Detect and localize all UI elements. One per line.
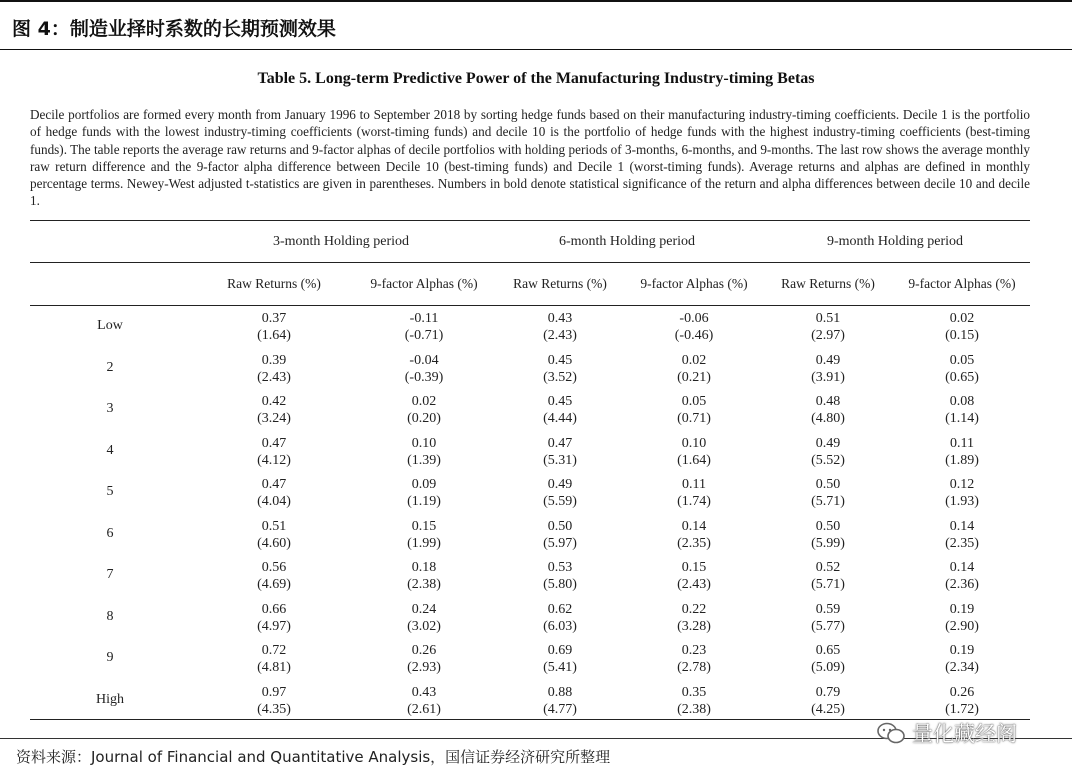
cell-tstat: (0.71) [677,411,711,426]
cell-tstat: (5.59) [543,494,577,509]
cell-tstat: (-0.71) [404,328,444,343]
cell-tstat: (2.61) [407,701,441,717]
table-cell [204,559,344,593]
group-header-1: 3-month Holding period [272,234,410,249]
cell-value: 0.12 [949,477,975,492]
chat-bubble-icon [876,721,906,745]
table-cell [892,642,1032,676]
cell-tstat: (2.38) [677,701,711,717]
table-cell [624,642,764,676]
table-cell [354,310,494,344]
table-cell [490,393,630,427]
table-top-rule [30,220,1030,221]
cell-tstat: (3.52) [543,369,577,385]
cell-tstat: (1.74) [677,494,711,509]
cell-value: 0.11 [682,477,706,492]
table-cell [624,310,764,344]
cell-value: 0.26 [411,643,437,658]
cell-tstat: (2.78) [677,660,711,675]
table-cell [758,393,898,427]
cell-tstat: (2.35) [945,535,979,551]
table-cell [204,352,344,386]
cell-value: 0.49 [815,435,841,451]
table-cell [490,476,630,510]
row-label: 4 [106,442,114,458]
cell-value: 0.10 [681,435,707,451]
cell-value: 0.02 [949,311,975,326]
cell-tstat: (4.69) [257,577,291,592]
figure-title: 图 4：制造业择时系数的长期预测效果 [12,18,336,40]
cell-value: 0.02 [411,394,437,409]
table-cell [758,435,898,469]
table-cell [354,518,494,552]
cell-value: 0.24 [411,601,437,617]
cell-value: 0.69 [547,643,573,658]
table-cell [892,310,1032,344]
figure-title-bar [0,0,1072,50]
cell-tstat: (4.04) [257,494,291,509]
table-cell [490,435,630,469]
cell-value: 0.72 [261,643,287,658]
table-cell [204,601,344,635]
table-cell [892,518,1032,552]
table-cell [354,684,494,718]
table-cell [892,684,1032,718]
table-cell [624,559,764,593]
cell-tstat: (2.97) [811,328,845,343]
cell-value: 0.19 [949,643,975,658]
cell-value: 0.79 [815,684,841,700]
row-label: 8 [106,608,114,624]
cell-value: 0.22 [681,601,707,617]
group-header-2: 6-month Holding period [558,234,696,249]
column-header-2: 9-factor Alphas (%) [370,276,478,291]
cell-value: 0.52 [815,560,841,575]
watermark [876,718,1017,748]
row-label: 3 [106,401,114,416]
cell-tstat: (2.43) [677,577,711,592]
group-header-rule [30,262,1030,263]
table-cell [490,684,630,718]
cell-tstat: (1.72) [945,701,979,717]
cell-value: 0.05 [949,352,975,368]
cell-tstat: (5.31) [543,452,577,468]
cell-value: 0.42 [261,394,287,409]
table-cell [490,310,630,344]
cell-value: 0.18 [411,560,437,575]
cell-value: 0.14 [949,560,975,575]
cell-tstat: (5.77) [811,618,845,634]
cell-tstat: (4.25) [811,701,845,717]
table-cell [354,435,494,469]
cell-tstat: (4.97) [257,618,291,634]
cell-tstat: (2.35) [677,535,711,551]
table-cell [354,601,494,635]
cell-tstat: (2.43) [543,328,577,343]
cell-value: 0.56 [261,560,287,575]
cell-tstat: (2.36) [945,577,979,592]
cell-tstat: (0.15) [945,328,979,343]
table-cell [758,518,898,552]
cell-tstat: (1.93) [945,494,979,509]
table-cell [354,352,494,386]
row-label: 2 [106,359,114,375]
table-cell [758,476,898,510]
table-cell [204,393,344,427]
cell-value: 0.15 [681,560,707,575]
cell-value: 0.50 [815,477,841,492]
table-cell [758,310,898,344]
group-header-3: 9-month Holding period [826,234,964,249]
cell-tstat: (2.38) [407,577,441,592]
cell-tstat: (1.99) [407,535,441,551]
cell-value: 0.50 [547,518,573,534]
cell-value: 0.26 [949,684,975,700]
cell-tstat: (6.03) [543,618,577,634]
cell-value: 0.08 [949,394,975,409]
cell-value: 0.15 [411,518,437,534]
cell-tstat: (-0.39) [404,369,444,385]
cell-value: 0.51 [815,311,841,326]
cell-value: 0.35 [681,684,707,700]
cell-value: 0.97 [261,684,287,700]
cell-value: 0.47 [547,435,573,451]
cell-tstat: (4.80) [811,411,845,426]
table-cell [892,393,1032,427]
table-cell [354,476,494,510]
column-header-6: 9-factor Alphas (%) [908,276,1016,291]
cell-tstat: (5.41) [543,660,577,675]
column-header-rule [30,305,1030,306]
table-cell [624,476,764,510]
cell-tstat: (4.77) [543,701,577,717]
row-label: 6 [106,525,114,541]
cell-tstat: (3.91) [811,369,845,385]
row-label: 7 [106,567,114,582]
table-cell [490,642,630,676]
cell-value: 0.62 [547,601,573,617]
cell-tstat: (1.39) [407,452,441,468]
table-cell [204,476,344,510]
table-cell [354,393,494,427]
cell-value: 0.66 [261,601,287,617]
table-cell [204,642,344,676]
table-cell [624,435,764,469]
cell-value: 0.02 [681,352,707,368]
table-cell [624,393,764,427]
table-cell [892,559,1032,593]
cell-tstat: (5.71) [811,577,845,592]
cell-tstat: (5.80) [543,577,577,592]
cell-tstat: (0.21) [677,369,711,385]
cell-tstat: (2.34) [945,660,979,675]
column-header-1: Raw Returns (%) [227,276,321,291]
cell-tstat: (5.99) [811,535,845,551]
table-cell [204,684,344,718]
table-cell [892,476,1032,510]
cell-value: -0.11 [409,311,439,326]
cell-tstat: (1.89) [945,452,979,468]
cell-tstat: (4.81) [257,660,291,675]
cell-tstat: (2.93) [407,660,441,675]
row-label: Low [97,318,123,333]
table-cell [624,684,764,718]
table-cell [490,518,630,552]
cell-value: 0.43 [411,684,437,700]
cell-value: 0.10 [411,435,437,451]
cell-value: 0.45 [547,394,573,409]
cell-value: 0.14 [949,518,975,534]
cell-value: 0.49 [815,352,841,368]
table-cell [624,518,764,552]
row-label: 5 [106,484,114,499]
cell-value: 0.51 [261,518,287,534]
cell-tstat: (3.28) [677,618,711,634]
source-note: 资料来源：Journal of Financial and Quantitative Analysis，国信证券经济研究所整理 [16,748,611,766]
table-cell [354,642,494,676]
cell-tstat: (0.65) [945,369,979,385]
cell-value: 0.39 [261,352,287,368]
cell-value: 0.47 [261,435,287,451]
row-label: 9 [106,650,114,665]
table-cell [490,352,630,386]
cell-value: 0.45 [547,352,573,368]
table-cell [892,352,1032,386]
cell-value: 0.19 [949,601,975,617]
cell-value: 0.09 [411,477,437,492]
cell-value: 0.88 [547,684,573,700]
table-cell [758,642,898,676]
cell-value: 0.11 [950,435,974,451]
table-cell [892,435,1032,469]
cell-value: 0.49 [547,477,573,492]
cell-value: 0.47 [261,477,287,492]
table-cell [758,684,898,718]
table-cell [204,310,344,344]
cell-tstat: (3.24) [257,411,291,426]
cell-tstat: (2.90) [945,618,979,634]
cell-tstat: (4.60) [257,535,291,551]
cell-value: 0.14 [681,518,707,534]
table-cell [758,559,898,593]
table-cell [624,352,764,386]
cell-tstat: (4.12) [257,452,291,468]
column-header-5: Raw Returns (%) [781,276,875,291]
table-cell [624,601,764,635]
cell-value: 0.43 [547,311,573,326]
cell-value: 0.59 [815,601,841,617]
cell-tstat: (5.52) [811,452,845,468]
column-header-3: Raw Returns (%) [513,276,607,291]
cell-value: -0.04 [409,352,439,368]
cell-value: 0.65 [815,643,841,658]
cell-tstat: (1.64) [257,328,291,343]
cell-value: -0.06 [679,311,709,326]
cell-value: 0.05 [681,394,707,409]
table-cell [490,559,630,593]
cell-tstat: (0.20) [407,411,441,426]
cell-tstat: (1.14) [945,411,979,426]
table-cell [490,601,630,635]
cell-tstat: (3.02) [407,618,441,634]
column-header-4: 9-factor Alphas (%) [640,276,748,291]
table-caption: Table 5. Long-term Predictive Power of the Manufacturing Industry-timing Betas [257,70,815,87]
cell-value: 0.48 [815,394,841,409]
table-cell [204,435,344,469]
watermark-text: 量化藏经阁 [912,722,1017,746]
cell-value: 0.37 [261,311,287,326]
table-description: Decile portfolios are formed every month from January 1996 to September 2018 by sorting hedge funds based on their manufacturing industry-timing coefficients. Decile 1 is the portfolio of hedge funds with the lowest industry-timing coefficients (worst-timing funds) and decile 10 is the portfolio of hedge funds with the highest industry-timing coefficients (best-timing funds). The table reports the average raw returns and 9-factor alphas of decile portfolios with holding periods of 3-months, 6-months, and 9-months. The last row shows the average monthly raw return difference and the 9-factor alpha difference between Decile 10 (best-timing funds) and Decile 1 (worst-timing funds). Average returns and alphas are defined in monthly percentage terms. Newey-West adjusted t-statistics are given in parentheses. Numbers in bold denote statistical significance of the return and alpha differences between decile 10 and decile 1. [30,107,1030,209]
table-cell [204,518,344,552]
cell-value: 0.53 [547,560,573,575]
cell-tstat: (4.35) [257,701,291,717]
cell-tstat: (5.09) [811,660,845,675]
cell-tstat: (5.71) [811,494,845,509]
row-label: High [96,691,124,707]
table-cell [892,601,1032,635]
cell-value: 0.23 [681,643,707,658]
cell-tstat: (1.19) [407,494,441,509]
table-cell [354,559,494,593]
cell-tstat: (2.43) [257,369,291,385]
cell-tstat: (4.44) [543,411,577,426]
table-cell [758,601,898,635]
cell-tstat: (-0.46) [674,328,714,343]
table-cell [758,352,898,386]
cell-value: 0.50 [815,518,841,534]
cell-tstat: (5.97) [543,535,577,551]
cell-tstat: (1.64) [677,452,711,468]
